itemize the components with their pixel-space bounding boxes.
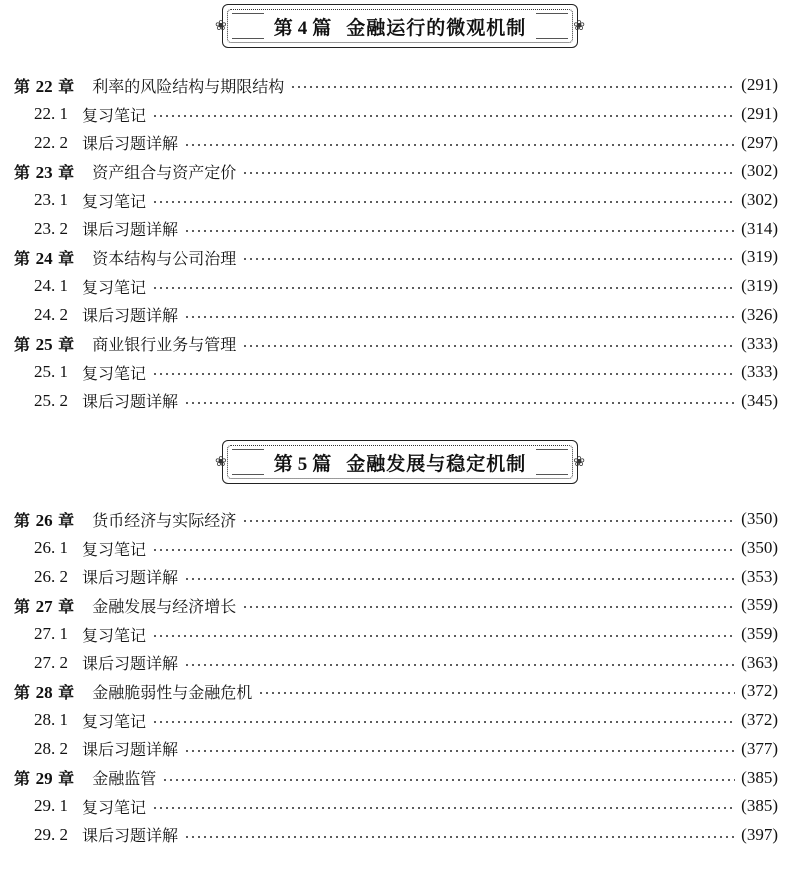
toc-section-row[interactable] (14, 706, 778, 735)
section-title: 课后习题详解 (82, 740, 179, 760)
chapter-label: 第 29 章 (14, 769, 75, 789)
dot-leader (152, 635, 735, 637)
section-number: 23. 1 (34, 190, 68, 210)
page-number: (333) (741, 362, 778, 382)
toc-section-row[interactable] (14, 358, 778, 387)
toc-list-part-5 (14, 505, 778, 849)
dot-leader (152, 549, 735, 551)
page-number: (359) (741, 624, 778, 644)
dot-leader (152, 115, 735, 117)
part-banner-5 (215, 440, 585, 484)
section-title: 复习笔记 (82, 625, 147, 645)
part-title[interactable] (264, 449, 537, 476)
toc-section-row[interactable] (14, 128, 778, 157)
dot-leader (184, 578, 735, 580)
page-number: (302) (741, 190, 778, 210)
toc-section-row[interactable] (14, 735, 778, 764)
dot-leader (242, 258, 735, 260)
dot-leader (184, 144, 735, 146)
part-suffix: 篇 (312, 452, 333, 475)
page-number: (372) (741, 710, 778, 730)
chapter-label: 第 23 章 (14, 162, 75, 182)
page-number: (372) (741, 681, 778, 701)
dot-leader (184, 402, 735, 404)
chapter-label: 第 28 章 (14, 682, 75, 702)
part-prefix: 第 (273, 452, 294, 475)
page-number: (345) (741, 390, 778, 410)
section-title: 课后习题详解 (82, 654, 179, 674)
section-number: 28. 1 (34, 710, 68, 730)
dot-leader (184, 836, 735, 838)
chapter-title: 金融发展与经济增长 (92, 596, 237, 616)
dot-leader (258, 692, 735, 694)
dot-leader (184, 750, 735, 752)
toc-chapter-row[interactable] (14, 71, 778, 100)
dot-leader (184, 230, 735, 232)
section-title: 复习笔记 (82, 711, 147, 731)
toc-chapter-row[interactable] (14, 591, 778, 620)
dot-leader (152, 721, 735, 723)
page-number: (397) (741, 824, 778, 844)
page-number: (350) (741, 538, 778, 558)
toc-chapter-row[interactable] (14, 329, 778, 358)
toc-section-row[interactable] (14, 792, 778, 821)
toc-section-row[interactable] (14, 186, 778, 215)
chapter-title: 金融监管 (92, 769, 157, 789)
page-number: (302) (741, 161, 778, 181)
chapter-title: 货币经济与实际经济 (92, 510, 237, 530)
section-title: 复习笔记 (82, 191, 147, 211)
part-number: 4 (297, 17, 309, 39)
section-title: 课后习题详解 (82, 306, 179, 326)
dot-leader (242, 172, 735, 174)
section-title: 课后习题详解 (82, 220, 179, 240)
toc-section-row[interactable] (14, 620, 778, 649)
section-number: 26. 1 (34, 538, 68, 558)
section-number: 24. 1 (34, 276, 68, 296)
section-number: 29. 2 (34, 824, 68, 844)
toc-section-row[interactable] (14, 648, 778, 677)
page-number: (326) (741, 304, 778, 324)
chapter-label: 第 24 章 (14, 248, 75, 268)
section-title: 课后习题详解 (82, 392, 179, 412)
page-number: (385) (741, 796, 778, 816)
section-number: 28. 2 (34, 738, 68, 758)
chapter-label: 第 26 章 (14, 510, 75, 530)
toc-section-row[interactable] (14, 821, 778, 850)
section-number: 27. 2 (34, 652, 68, 672)
part-title-text: 金融发展与稳定机制 (346, 452, 527, 475)
dot-leader (152, 201, 735, 203)
part-banner-4 (215, 4, 585, 48)
section-number: 26. 2 (34, 566, 68, 586)
toc-list-part-4 (14, 71, 778, 415)
toc-section-row[interactable] (14, 301, 778, 330)
page-number: (350) (741, 509, 778, 529)
part-suffix: 篇 (312, 16, 333, 39)
toc-section-row[interactable] (14, 562, 778, 591)
scroll-ornament-icon: ❀ (215, 18, 227, 34)
chapter-label: 第 27 章 (14, 596, 75, 616)
toc-section-row[interactable] (14, 387, 778, 416)
page-number: (363) (741, 652, 778, 672)
toc-section-row[interactable] (14, 214, 778, 243)
dot-leader (184, 664, 735, 666)
toc-chapter-row[interactable] (14, 243, 778, 272)
part-prefix: 第 (273, 16, 294, 39)
dot-leader (290, 86, 735, 88)
dot-leader (152, 807, 735, 809)
page-number: (319) (741, 276, 778, 296)
toc-section-row[interactable] (14, 272, 778, 301)
section-number: 24. 2 (34, 304, 68, 324)
part-title[interactable] (264, 13, 537, 40)
dot-leader (152, 287, 735, 289)
section-title: 复习笔记 (82, 105, 147, 125)
toc-section-row[interactable] (14, 100, 778, 129)
toc-section-row[interactable] (14, 534, 778, 563)
dot-leader (242, 606, 735, 608)
dot-leader (162, 779, 735, 781)
scroll-ornament-icon: ❀ (215, 454, 227, 470)
chapter-title: 资产组合与资产定价 (92, 162, 237, 182)
page-number: (319) (741, 247, 778, 267)
chapter-label: 第 22 章 (14, 76, 75, 96)
part-number: 5 (297, 453, 309, 475)
section-number: 22. 1 (34, 104, 68, 124)
section-title: 复习笔记 (82, 363, 147, 383)
scroll-ornament-icon: ❀ (573, 18, 585, 34)
page-number: (385) (741, 767, 778, 787)
section-title: 课后习题详解 (82, 826, 179, 846)
page-number: (359) (741, 595, 778, 615)
page-number: (297) (741, 132, 778, 152)
section-title: 课后习题详解 (82, 134, 179, 154)
chapter-title: 利率的风险结构与期限结构 (92, 76, 285, 96)
toc-chapter-row[interactable] (14, 677, 778, 706)
section-title: 复习笔记 (82, 797, 147, 817)
chapter-label: 第 25 章 (14, 335, 75, 355)
page-number: (353) (741, 566, 778, 586)
section-title: 复习笔记 (82, 539, 147, 559)
section-number: 27. 1 (34, 624, 68, 644)
section-number: 25. 2 (34, 390, 68, 410)
chapter-title: 金融脆弱性与金融危机 (92, 682, 253, 702)
section-title: 复习笔记 (82, 277, 147, 297)
toc-chapter-row[interactable] (14, 763, 778, 792)
part-title-text: 金融运行的微观机制 (346, 16, 527, 39)
chapter-title: 资本结构与公司治理 (92, 248, 237, 268)
section-number: 29. 1 (34, 796, 68, 816)
page-number: (291) (741, 75, 778, 95)
section-number: 25. 1 (34, 362, 68, 382)
section-number: 22. 2 (34, 132, 68, 152)
dot-leader (184, 316, 735, 318)
dot-leader (242, 345, 735, 347)
page-number: (377) (741, 738, 778, 758)
page-number: (314) (741, 218, 778, 238)
page-number: (333) (741, 333, 778, 353)
toc-chapter-row[interactable] (14, 157, 778, 186)
dot-leader (242, 520, 735, 522)
dot-leader (152, 373, 735, 375)
chapter-title: 商业银行业务与管理 (92, 335, 237, 355)
page-number: (291) (741, 104, 778, 124)
scroll-ornament-icon: ❀ (573, 454, 585, 470)
section-number: 23. 2 (34, 218, 68, 238)
section-title: 课后习题详解 (82, 568, 179, 588)
toc-chapter-row[interactable] (14, 505, 778, 534)
